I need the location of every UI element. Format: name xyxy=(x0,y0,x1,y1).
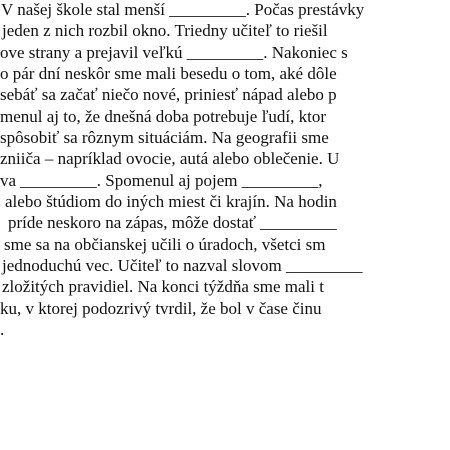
text-line-10: alebo štúdiom do iných miest či krajín. Na hodin xyxy=(5,192,337,211)
text-line-16: . xyxy=(0,320,5,339)
text-line-5: sebáť sa začať niečo nové, priniesť nápad alebo p xyxy=(0,85,337,104)
text-line-3: ove strany a prejavil veľkú _________. Nakoniec s xyxy=(0,43,348,62)
text-line-8: zniiča – napríklad ovocie, autá alebo oblečenie. U xyxy=(0,149,340,168)
text-line-11: príde neskoro na zápas, môže dostať _________ xyxy=(8,213,337,232)
text-line-7: spôsobiť sa rôznym situáciám. Na geografii sme xyxy=(0,128,329,147)
text-line-14: zložitých pravidiel. Na konci týždňa sme mali t xyxy=(2,277,324,296)
text-line-9: va _________. Spomenul aj pojem _________, xyxy=(0,171,323,190)
text-line-1: V našej škole stal menší _________. Počas prestávky xyxy=(1,0,365,19)
text-line-15: ku, v ktorej podozrivý tvrdil, že bol v čase činu xyxy=(0,299,322,318)
text-line-13: jednoduchú vec. Učiteľ to nazval slovom _________ xyxy=(2,256,363,275)
text-line-6: menul aj to, že dnešná doba potrebuje ľudí, ktor xyxy=(0,107,327,126)
text-line-2: jeden z nich rozbil okno. Triedny učiteľ to riešil xyxy=(2,21,328,40)
text-line-12: sme sa na občianskej učili o úradoch, všetci sm xyxy=(4,235,326,254)
text-line-4: o pár dní neskôr sme mali besedu o tom, aké dôle xyxy=(0,64,337,83)
